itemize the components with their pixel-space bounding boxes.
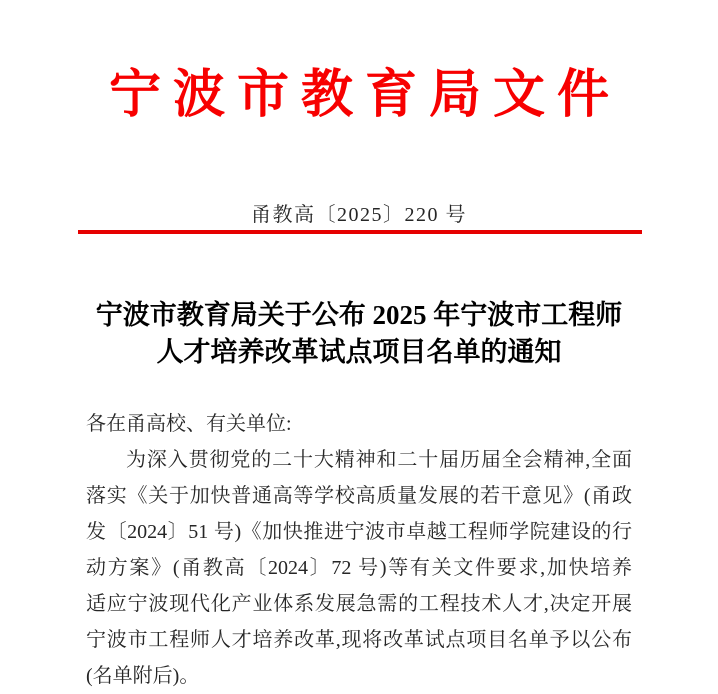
document-number: 甬教高〔2025〕220 号	[251, 204, 467, 226]
notice-body	[86, 406, 632, 694]
paragraph-line: 落实《关于加快普通高等学校高质量发展的若干意见》(甬政	[86, 485, 632, 507]
red-divider-line	[78, 230, 642, 234]
salutation-line: 各在甬高校、有关单位:	[86, 413, 292, 435]
paragraph-line: 宁波市工程师人才培养改革,现将改革试点项目名单予以公布	[86, 629, 632, 651]
closing-line: (名单附后)。	[86, 665, 200, 687]
paragraph-line: 发〔2024〕51 号)《加快推进宁波市卓越工程师学院建设的行	[86, 521, 632, 543]
paragraph-line: 为深入贯彻党的二十大精神和二十届历届全会精神,全面	[126, 449, 632, 471]
paragraph-line: 动方案》(甬教高〔2024〕72 号)等有关文件要求,加快培养	[86, 557, 632, 579]
red-header-org-title: 宁波市教育局文件	[108, 67, 621, 124]
notice-title-line1: 宁波市教育局关于公布 2025 年宁波市工程师	[95, 300, 623, 330]
notice-title	[40, 297, 678, 371]
paragraph-line: 适应宁波现代化产业体系发展急需的工程技术人才,决定开展	[86, 593, 632, 615]
notice-title-line2: 人才培养改革试点项目名单的通知	[156, 337, 562, 367]
